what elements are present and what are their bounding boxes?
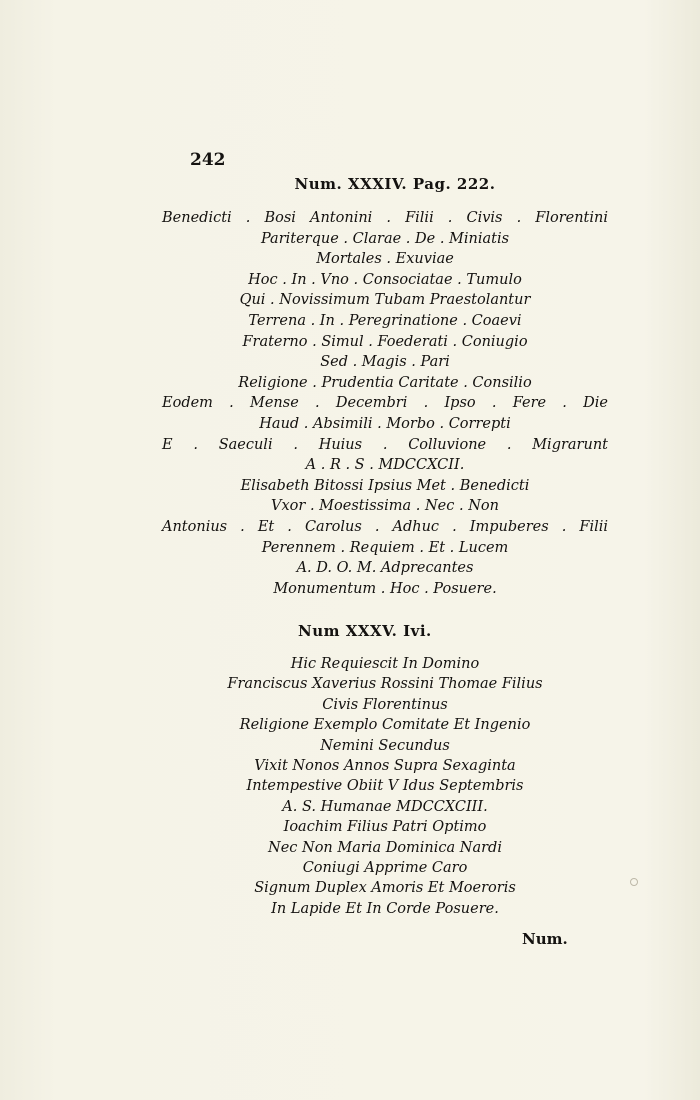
inscription-heading-34: Num. XXXIV. Pag. 222. <box>294 175 496 193</box>
page-number: 242 <box>190 150 226 170</box>
inscription-line: Nemini Secundus <box>320 737 450 754</box>
inscription-line: A. S. Humanae MDCCXCIII. <box>282 798 488 815</box>
inscription-line: Coniugi Apprime Caro <box>302 859 468 876</box>
inscription-line: Signum Duplex Amoris Et Moeroris <box>254 880 516 897</box>
inscription-line: A . R . S . MDCCXCII. <box>305 457 465 474</box>
inscription-line: Vxor . Moestissima . Nec . Non <box>271 498 499 515</box>
inscription-line: Religione Exemplo Comitate Et Ingenio <box>239 717 531 734</box>
inscription-line: Haud . Absimili . Morbo . Correpti <box>259 415 511 432</box>
inscription-line: Vixit Nonos Annos Supra Sexaginta <box>254 757 516 774</box>
inscription-line: Fraterno . Simul . Foederati . Coniugio <box>242 333 528 350</box>
inscription-line: Benedicti . Bosi Antonini . Filii . Civis . Florentini <box>162 210 608 226</box>
inscription-line: Franciscus Xaverius Rossini Thomae Filius <box>227 676 543 693</box>
inscription-line: Hoc . In . Vno . Consociatae . Tumulo <box>248 271 522 288</box>
inscription-line: Sed . Magis . Pari <box>320 354 450 371</box>
inscription-line: Monumentum . Hoc . Posuere. <box>273 580 497 597</box>
inscription-line: Qui . Novissimum Tubam Praestolantur <box>239 292 531 309</box>
inscription-line: Religione . Prudentia Caritate . Consilio <box>238 374 532 391</box>
inscription-line: Pariterque . Clarae . De . Miniatis <box>260 230 510 247</box>
inscription-line: Civis Florentinus <box>322 696 448 713</box>
inscription-line: Terrena . In . Peregrinatione . Coaevi <box>248 312 522 329</box>
inscription-line: A. D. O. M. Adprecantes <box>296 560 474 577</box>
inscription-heading-35: Num XXXV. Ivi. <box>298 622 432 640</box>
page-mark <box>630 878 638 886</box>
inscription-line: Eodem . Mense . Decembri . Ipso . Fere . Die <box>162 395 608 412</box>
inscription-34 <box>160 208 610 599</box>
inscription-line: Antonius . Et . Carolus . Adhuc . Impuberes . Filii <box>162 518 608 535</box>
inscription-line: Hic Requiescit In Domino <box>290 656 480 672</box>
inscription-line: Intempestive Obiit V Idus Septembris <box>246 778 524 795</box>
inscription-line: Nec Non Maria Dominica Nardi <box>268 839 502 856</box>
inscription-35 <box>160 654 610 919</box>
inscription-line: In Lapide Et In Corde Posuere. <box>271 900 499 917</box>
inscription-line: Elisabeth Bitossi Ipsius Met . Benedicti <box>240 477 530 494</box>
inscription-line: Ioachim Filius Patri Optimo <box>283 819 487 836</box>
inscription-line: Perennem . Requiem . Et . Lucem <box>261 539 509 556</box>
catchword: Num. <box>522 930 568 948</box>
inscription-line: Mortales . Exuviae <box>316 251 454 268</box>
inscription-line: E . Saeculi . Huius . Colluvione . Migrarunt <box>162 436 608 453</box>
